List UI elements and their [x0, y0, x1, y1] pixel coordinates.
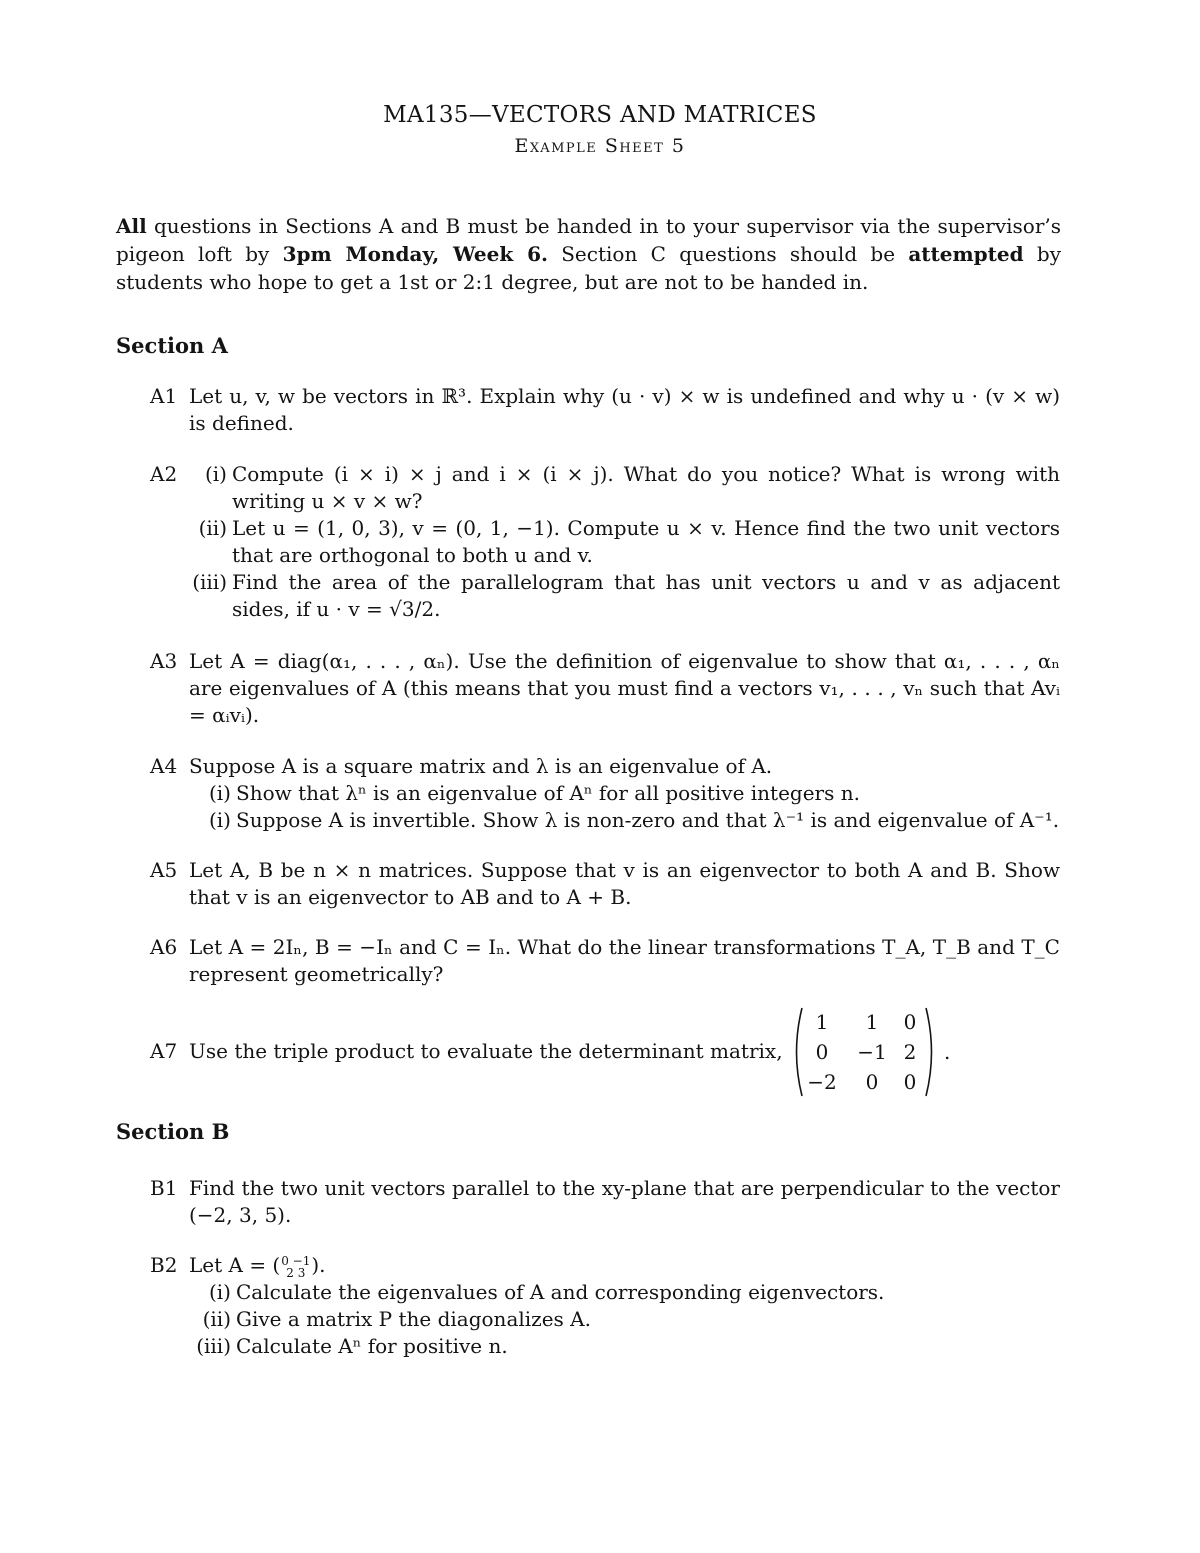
matrix-cell: 0	[865, 1070, 879, 1094]
subpart-text: Suppose A is invertible. Show λ is non-zero and that λ⁻¹ is and eigenvalue of A⁻¹.	[236, 808, 1060, 832]
question-label: A7	[150, 1039, 178, 1063]
inline-matrix-top-row: 0 −1	[281, 1253, 311, 1268]
question-label: A6	[150, 935, 178, 959]
subpart-text: Calculate Aⁿ for positive n.	[236, 1334, 508, 1358]
subpart-text: Find the area of the parallelogram that has unit vectors u and v as adjacent sides, if u · v = √3/2.	[232, 570, 1060, 621]
question-label: B1	[150, 1176, 178, 1200]
question-text: Find the two unit vectors parallel to the xy-plane that are perpendicular to the vector (−2, 3, 5).	[189, 1176, 1060, 1227]
subpart-text: Give a matrix P the diagonalizes A.	[236, 1307, 591, 1331]
question-b1	[150, 1175, 1060, 1229]
question-label: B2	[150, 1253, 178, 1277]
right-paren	[924, 1006, 938, 1098]
subpart-label: (iii)	[192, 570, 227, 594]
sheet-title: MA135—VECTORS AND MATRICES	[383, 102, 817, 128]
subpart-label: (ii)	[202, 1307, 231, 1331]
question-text: Suppose A is a square matrix and λ is an eigenvalue of A.	[189, 754, 773, 778]
subpart	[189, 1279, 1060, 1306]
subpart	[185, 515, 1060, 569]
question-a5	[150, 857, 1060, 911]
question-text	[189, 1252, 1060, 1279]
matrix-cell: 1	[815, 1010, 829, 1034]
question-text: Let A, B be n × n matrices. Suppose that v is an eigenvector to both A and B. Show that v is an eigenvector to AB and to A + B.	[189, 858, 1060, 909]
subpart	[185, 461, 1060, 515]
b2-text-post: ).	[311, 1253, 326, 1277]
determinant-matrix	[790, 1006, 940, 1098]
subpart-text: Compute (i × i) × j and i × (i × j). What do you notice? What is wrong with writing u × v × w?	[232, 462, 1060, 513]
section-b-heading: Section B	[116, 1119, 230, 1144]
question-a3	[150, 648, 1060, 729]
matrix-end-punctuation: .	[944, 1040, 951, 1064]
subpart	[189, 1333, 1060, 1360]
question-label: A4	[150, 754, 178, 778]
intro-deadline: 3pm Monday, Week 6.	[282, 242, 548, 266]
subpart-label: (i)	[208, 808, 231, 832]
subpart	[185, 569, 1060, 623]
question-text: Let A = 2Iₙ, B = −Iₙ and C = Iₙ. What do the linear transformations T_A, T_B and T_C represent geometrically?	[189, 935, 1060, 986]
subpart-label: (i)	[204, 462, 227, 486]
intro-text-3: by students who hope to get a 1st or 2:1 degree, but are not to be handed in.	[116, 242, 1061, 294]
intro-text-2: Section C questions should be	[547, 242, 909, 266]
inline-matrix	[281, 1255, 310, 1279]
sheet-subtitle: Example Sheet 5	[514, 135, 686, 157]
subpart-label: (iii)	[196, 1334, 231, 1358]
question-b2	[150, 1252, 1060, 1360]
question-text: Use the triple product to evaluate the determinant matrix,	[189, 1039, 783, 1063]
intro-paragraph	[116, 212, 1061, 296]
subpart-label: (i)	[208, 781, 231, 805]
subpart	[189, 780, 1060, 807]
intro-text-1: questions in Sections A and B must be handed in to your supervisor via the supervisor’s pigeon loft by	[116, 214, 1061, 266]
subpart-label: (ii)	[198, 516, 227, 540]
inline-matrix-bottom-row: 2 3	[286, 1265, 306, 1280]
subpart-label: (i)	[208, 1280, 231, 1304]
section-a-heading: Section A	[116, 333, 228, 358]
matrix-cell: −2	[807, 1070, 837, 1094]
question-text: Let u, v, w be vectors in ℝ³. Explain why (u · v) × w is undefined and why u · (v × w) is defined.	[189, 384, 1060, 435]
question-a4	[150, 753, 1060, 834]
matrix-cell: −1	[857, 1040, 887, 1064]
matrix-cell: 2	[903, 1040, 917, 1064]
question-a6	[150, 934, 1060, 988]
subpart-text: Show that λⁿ is an eigenvalue of Aⁿ for all positive integers n.	[236, 781, 860, 805]
question-label: A2	[150, 462, 178, 486]
matrix-cell: 0	[815, 1040, 829, 1064]
b2-text-pre: Let A = (	[189, 1253, 281, 1277]
subpart-text: Let u = (1, 0, 3), v = (0, 1, −1). Compute u × v. Hence find the two unit vectors that are orthogonal to both u and v.	[232, 516, 1060, 567]
intro-all: All	[116, 214, 147, 238]
intro-attempted: attempted	[908, 242, 1024, 266]
question-label: A3	[150, 649, 178, 673]
question-a1	[150, 383, 1060, 437]
question-label: A5	[150, 858, 178, 882]
matrix-cell: 0	[903, 1010, 917, 1034]
subpart	[189, 1306, 1060, 1333]
matrix-cell: 1	[865, 1010, 879, 1034]
subpart-text: Calculate the eigenvalues of A and corresponding eigenvectors.	[236, 1280, 885, 1304]
question-label: A1	[150, 384, 178, 408]
question-a2	[150, 461, 1060, 623]
matrix-cell: 0	[903, 1070, 917, 1094]
subpart	[189, 807, 1060, 834]
question-text: Let A = diag(α₁, . . . , αₙ). Use the definition of eigenvalue to show that α₁, . . . , αₙ are eigenvalues of A (this means that you must find a vectors v₁, . . . , vₙ such that Avᵢ = αᵢvᵢ).	[189, 649, 1060, 727]
